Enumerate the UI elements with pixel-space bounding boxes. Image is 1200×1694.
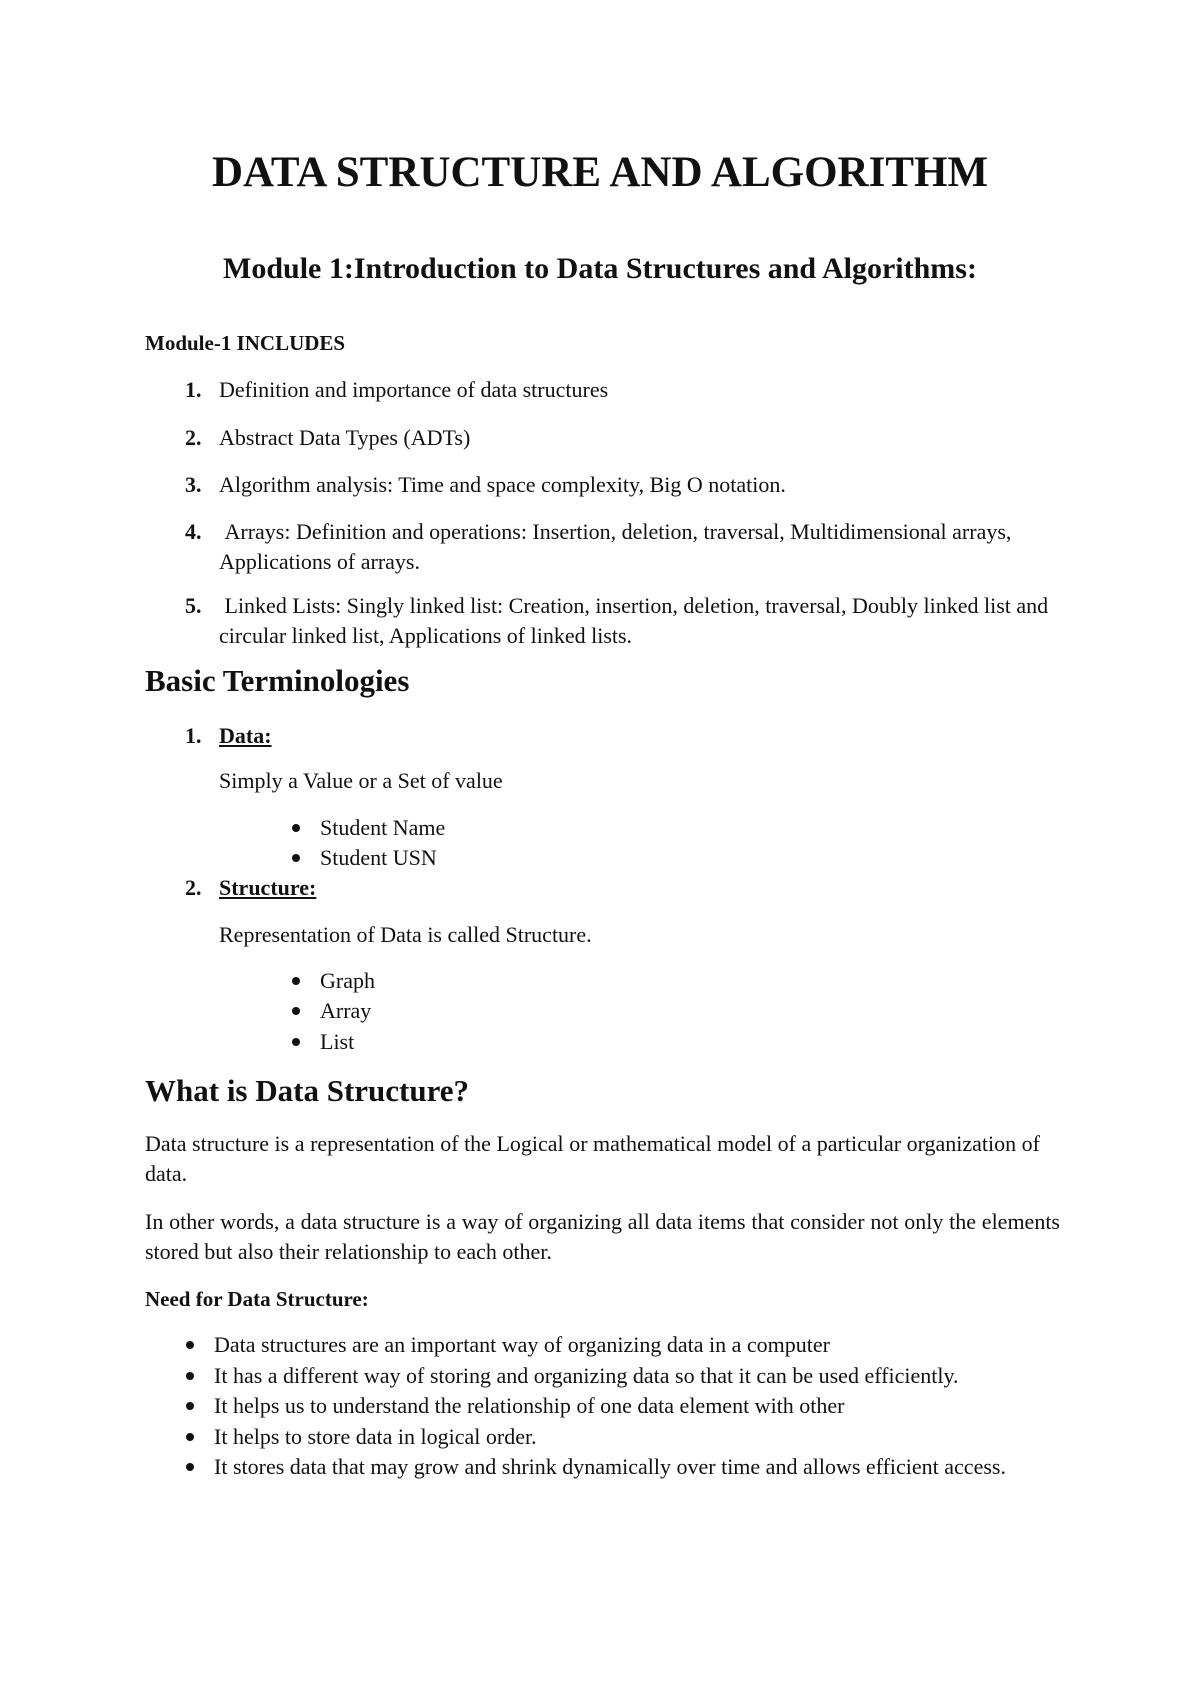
- bullet-text: Array: [320, 998, 372, 1023]
- bullet-icon: [292, 824, 300, 832]
- bullet-item: [186, 1330, 1066, 1360]
- bullet-icon: [186, 1433, 194, 1441]
- bullet-text: Student Name: [320, 815, 446, 840]
- bullet-text: List: [320, 1029, 355, 1054]
- bullet-text: It helps us to understand the relationship of one data element with other: [214, 1393, 845, 1418]
- includes-label: Module-1 INCLUDES: [145, 331, 346, 355]
- document-title: DATA STRUCTURE AND ALGORITHM: [211, 149, 989, 196]
- list-number: 4.: [185, 519, 202, 544]
- list-item: Definition and importance of data structures: [219, 377, 609, 402]
- bullet-item: [186, 1361, 1066, 1391]
- bullet-icon: [186, 1402, 194, 1410]
- what-is-ds-heading: What is Data Structure?: [145, 1073, 470, 1108]
- term-description: Simply a Value or a Set of value: [219, 768, 503, 793]
- need-label: Need for Data Structure:: [145, 1287, 369, 1311]
- bullet-text: It helps to store data in logical order.: [214, 1424, 537, 1449]
- term-label: Structure:: [219, 875, 317, 900]
- bullet-item: [292, 843, 437, 873]
- bullet-icon: [186, 1372, 194, 1380]
- bullet-icon: [292, 1007, 300, 1015]
- term-label: Data:: [219, 723, 272, 748]
- bullet-item: [292, 1027, 354, 1057]
- bullet-item: [292, 813, 445, 843]
- basic-terminologies-heading: Basic Terminologies: [145, 663, 410, 698]
- bullet-text: Data structures are an important way of organizing data in a computer: [214, 1332, 830, 1357]
- list-number: 5.: [185, 593, 202, 618]
- list-number: 3.: [185, 472, 202, 497]
- list-item: Abstract Data Types (ADTs): [219, 425, 471, 450]
- bullet-text: It has a different way of storing and organizing data so that it can be used efficiently.: [214, 1363, 959, 1388]
- list-number: 2.: [185, 875, 202, 900]
- bullet-item: [292, 996, 371, 1026]
- list-item: Algorithm analysis: Time and space complexity, Big O notation.: [219, 472, 786, 497]
- list-number: 1.: [185, 723, 202, 748]
- bullet-item: [186, 1452, 1084, 1482]
- bullet-icon: [186, 1463, 194, 1471]
- bullet-icon: [292, 854, 300, 862]
- term-description: Representation of Data is called Structure.: [219, 922, 592, 947]
- bullet-text: Graph: [320, 968, 375, 993]
- list-number: 1.: [185, 377, 202, 402]
- bullet-icon: [186, 1341, 194, 1349]
- list-number: 2.: [185, 425, 202, 450]
- paragraph: In other words, a data structure is a way of organizing all data items that consider not only the elements stored but also their relationship to each other.: [145, 1209, 1060, 1264]
- paragraph: Data structure is a representation of the Logical or mathematical model of a particular organization of data.: [145, 1131, 1040, 1186]
- bullet-icon: [292, 977, 300, 985]
- list-item: Arrays: Definition and operations: Insertion, deletion, traversal, Multidimensional arrays, Applications of arrays.: [219, 519, 1016, 574]
- bullet-item: [186, 1422, 1066, 1452]
- bullet-text: Student USN: [320, 845, 437, 870]
- list-item: Linked Lists: Singly linked list: Creation, insertion, deletion, traversal, Doubly linked list and circular linked list, Applications of linked lists.: [219, 593, 1054, 648]
- bullet-icon: [292, 1038, 300, 1046]
- bullet-item: [186, 1391, 1066, 1421]
- bullet-text: It stores data that may grow and shrink dynamically over time and allows efficient access.: [214, 1454, 1006, 1479]
- bullet-item: [292, 966, 375, 996]
- module-heading: Module 1:Introduction to Data Structures and Algorithms:: [223, 252, 977, 285]
